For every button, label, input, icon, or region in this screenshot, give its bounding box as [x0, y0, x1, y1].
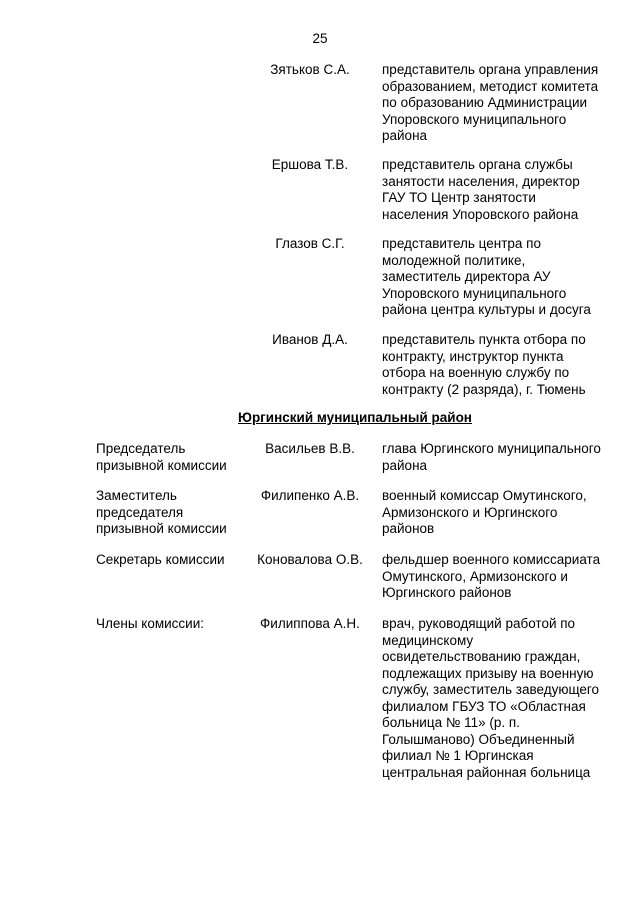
description-line: Голышманово) Объединенный: [382, 731, 575, 747]
description-line: населения Упоровского района: [382, 206, 579, 222]
description-line: представитель центра по: [382, 236, 541, 251]
description-line: освидетельствованию граждан,: [382, 649, 581, 664]
member-description: [382, 616, 618, 781]
description-line: больница № 11» (р. п.: [382, 715, 520, 730]
description-line: Упоровского муниципального: [382, 285, 567, 301]
description-line: контракту (2 разряда), г. Тюмень: [382, 381, 586, 397]
description-line: заместитель директора АУ: [382, 269, 551, 284]
role-line: председателя: [96, 504, 184, 520]
description-line: Юргинского районов: [382, 585, 512, 600]
member-description: [382, 62, 618, 145]
description-line: района: [382, 128, 428, 143]
description-line: центральная районная больница: [382, 764, 591, 780]
description-line: образованием, методист комитета: [382, 78, 599, 94]
role-line: призывной комиссии: [96, 457, 227, 473]
description-line: занятости населения, директор: [382, 173, 580, 189]
member-name: Зятьков С.А.: [270, 62, 350, 77]
description-line: отбора на военную службу по: [382, 365, 570, 380]
role-line: Заместитель: [96, 488, 177, 503]
description-line: ГАУ ТО Центр занятости: [382, 190, 536, 205]
role-line: Председатель: [96, 441, 186, 456]
member-name: Филипенко А.В.: [260, 488, 360, 503]
description-line: по образованию Администрации: [382, 95, 588, 110]
description-line: врач, руководящий работой по: [382, 616, 576, 631]
description-line: представитель пункта отбора по: [382, 332, 586, 347]
page-number: 25: [312, 31, 328, 46]
commission-role: [96, 488, 246, 538]
member-description: [382, 236, 618, 319]
description-line: филиалом ГБУЗ ТО «Областная: [382, 698, 586, 714]
role-line: призывной комиссии: [96, 521, 227, 536]
description-line: глава Юргинского муниципального: [382, 441, 601, 456]
member-description: [382, 157, 618, 223]
commission-role: [96, 552, 246, 569]
member-description: [382, 441, 618, 474]
role-line: Члены комиссии:: [96, 616, 205, 631]
member-name: Глазов С.Г.: [275, 236, 345, 251]
description-line: военный комиссар Омутинского,: [382, 488, 587, 503]
description-line: подлежащих призыву на военную: [382, 665, 594, 681]
description-line: службу, заместитель заведующего: [382, 682, 600, 697]
description-line: молодежной политике,: [382, 252, 526, 268]
commission-role: [96, 616, 246, 633]
member-name: Ершова Т.В.: [271, 157, 349, 172]
description-line: представитель органа управления: [382, 62, 599, 77]
description-line: контракту, инструктор пункта: [382, 348, 564, 364]
member-description: [382, 332, 618, 398]
description-line: района центра культуры и досуга: [382, 302, 591, 317]
description-line: филиал № 1 Юргинская: [382, 748, 534, 763]
member-description: [382, 488, 618, 538]
description-line: медицинскому: [382, 632, 474, 648]
member-description: [382, 552, 618, 602]
description-line: фельдшер военного комиссариата: [382, 552, 601, 567]
commission-role: [96, 441, 246, 474]
description-line: района: [382, 457, 428, 473]
description-line: представитель органа службы: [382, 157, 573, 172]
description-line: Упоровского муниципального: [382, 111, 567, 127]
description-line: Омутинского, Армизонского и: [382, 568, 568, 584]
member-name: Васильев В.В.: [265, 441, 355, 456]
description-line: Армизонского и Юргинского: [382, 504, 558, 520]
member-name: Филиппова А.Н.: [260, 616, 360, 631]
section-title: Юргинский муниципальный район: [238, 410, 472, 425]
description-line: районов: [382, 521, 435, 536]
member-name: Коновалова О.В.: [257, 552, 363, 567]
role-line: Секретарь комиссии: [96, 552, 225, 567]
member-name: Иванов Д.А.: [272, 332, 348, 347]
